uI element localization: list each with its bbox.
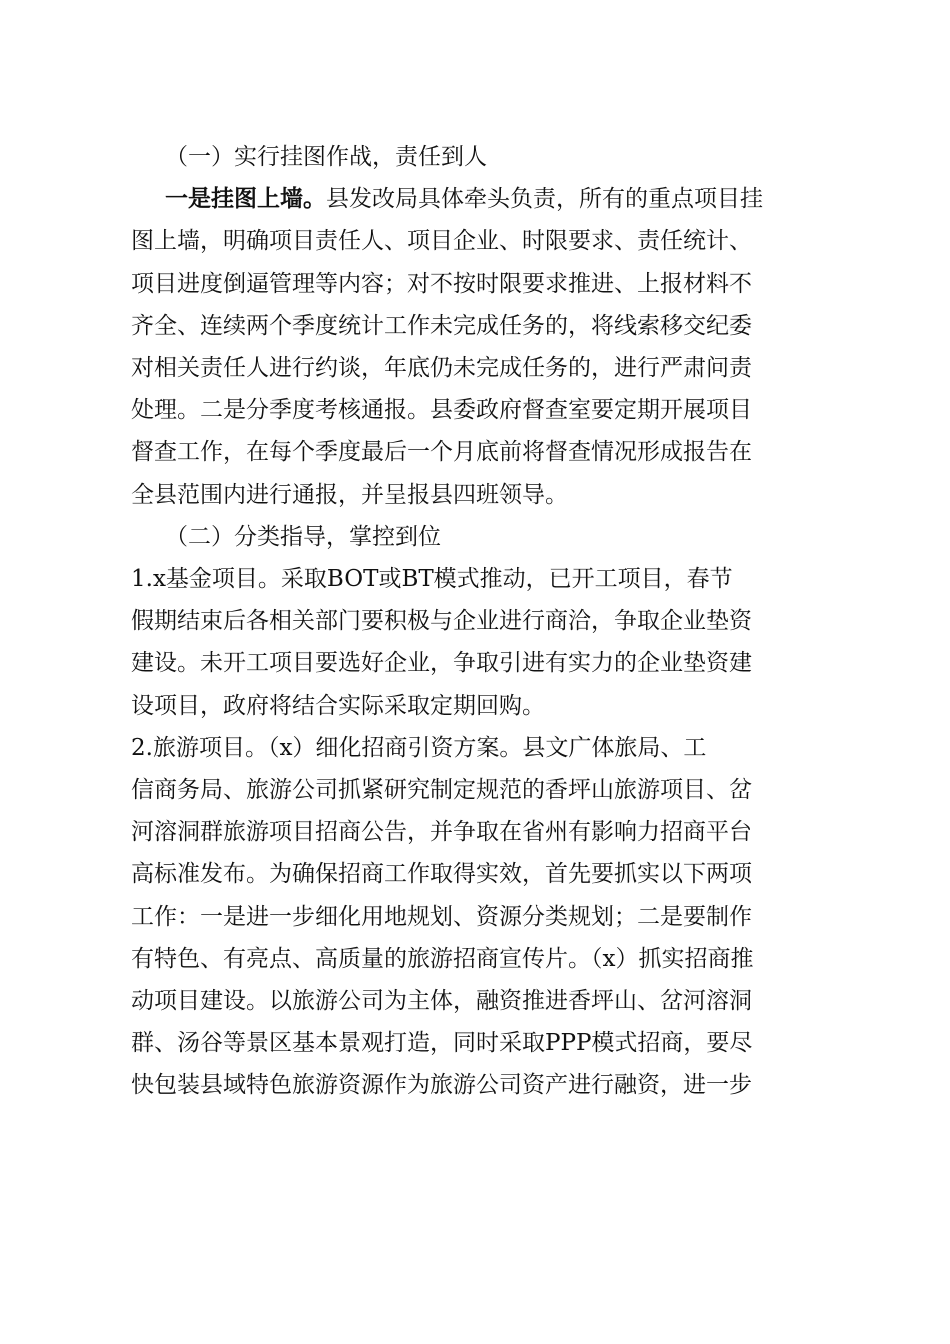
section-heading-2: （二）分类指导，掌控到位 bbox=[165, 523, 441, 550]
paragraph-1-lead: 一是挂图上墙。 bbox=[165, 185, 326, 213]
paragraph-3: 2.旅游项目。（x）细化招商引资方案。县文广体旅局、工 信商务局、旅游公司抓紧研究制定规范的香坪山旅游项目、岔 河溶洞群旅游项目招商公告，并争取在省州有影响力招商平台 高标准发布。为确保招商工作取得实效，首先要抓实以下两项 工作：一是进一步细化用地规划、资源分类规划；二是要制作 有特色、有亮点、高质量的旅游招商宣传片。（x）抓实招商推 动项目建设。以旅游公司为主体，融资推进香坪山、岔河溶洞 群、汤谷等景区基本景观打造，同时采取PPP模式招商，要尽 快包装县域特色旅游资源作为旅游公司资产进行融资，进一步 bbox=[131, 734, 754, 1099]
paragraph-1 bbox=[131, 178, 821, 516]
paragraph-1-indent bbox=[131, 186, 165, 212]
paragraph-2: 1.x基金项目。采取BOT或BT模式推动，已开工项目，春节 假期结束后各相关部门要积极与企业进行商洽，争取企业垫资 建设。未开工项目要选好企业，争取引进有实力的企业垫资建 设项目，政府将结合实际采取定期回购。 bbox=[131, 566, 752, 719]
document-body bbox=[131, 136, 821, 1107]
section-heading-1: （一）实行挂图作战，责任到人 bbox=[165, 144, 487, 170]
paragraph-1-body: 县发改局具体牵头负责，所有的重点项目挂 图上墙，明确项目责任人、项目企业、时限要求、责任统计、 项目进度倒逼管理等内容；对不按时限要求推进、上报材料不 齐全、连续两个季度统计工作未完成任务的，将线索移交纪委 对相关责任人进行约谈，年底仍未完成任务的，进行严肃问责 处理。二是分季度考核通报。县委政府督查室要定期开展项目 督查工作，在每个季度最后一个月底前将督查情况形成报告在 全县范围内进行通报，并呈报县四班领导。 bbox=[131, 186, 763, 508]
